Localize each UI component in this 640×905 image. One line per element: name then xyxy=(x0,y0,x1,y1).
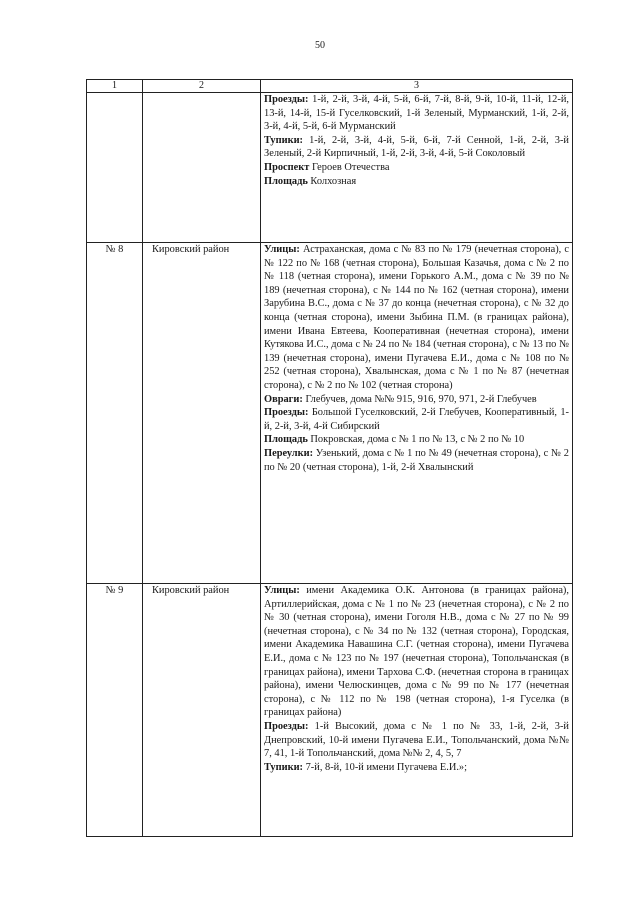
address-paragraph xyxy=(264,761,569,775)
address-paragraph xyxy=(264,447,569,474)
header-col-1: 1 xyxy=(87,80,143,93)
address-paragraph xyxy=(264,161,569,175)
paragraph-text: Колхозная xyxy=(307,175,357,187)
paragraph-label: Улицы: xyxy=(264,585,300,596)
address-paragraph xyxy=(264,720,569,761)
row-number xyxy=(87,93,143,243)
header-col-3: 3 xyxy=(261,80,573,93)
address-paragraph xyxy=(264,243,569,393)
table-row xyxy=(87,243,573,584)
paragraph-text: 1-й, 2-й, 3-й, 4-й, 5-й, 6-й, 7-й, 8-й, 9-й, 10-й, 11-й, 12-й, 13-й, 14-й, 15-й Гуселковский, 1-й Зеленый, Мурманский, 1-й, 2-й, 3-й, 4-й, 5-й, 6-й Мурманский xyxy=(264,94,569,133)
paragraph-text: Большой Гуселковский, 2-й Глебучев, Кооперативный, 1-й, 2-й, 3-й, 4-й Сибирский xyxy=(264,407,569,432)
address-paragraph xyxy=(264,584,569,720)
header-col-2: 2 xyxy=(143,80,261,93)
paragraph-label: Тупики: xyxy=(264,761,304,773)
row-addresses xyxy=(261,584,573,837)
address-paragraph xyxy=(264,393,569,407)
paragraph-text: имени Академика О.К. Антонова (в границах района), Артиллерийская, дома с № 1 по № 23 (нечетная сторона), с № 2 по № 30 (четная сторона), имени Гоголя Н.В., дома с № 27 по № 99 (нечетная сторона), с № 34 по № 132 (четная сторона), Городская, имени Академика Навашина С.Г. (четная сторона), имени Пугачева Е.И., дома с № 123 по № 197 (нечетная сторона), Топольчанская (в границах района), имени Тархова С.Ф. (нечетная сторона в границах района), имени Челюскинцев, дома с № 99 по № 177 (нечетная сторона), с № 112 по № 198 (четная сторона), 1-я Гуселка (в границах района) xyxy=(264,585,569,719)
row-addresses xyxy=(261,93,573,243)
table-header-row xyxy=(87,80,573,93)
row-number: № 9 xyxy=(87,584,143,837)
address-paragraph xyxy=(264,134,569,161)
page-number: 50 xyxy=(315,40,325,51)
row-number: № 8 xyxy=(87,243,143,584)
paragraph-text: Астраханская, дома с № 83 по № 179 (нечетная сторона), с № 122 по № 168 (четная сторона), Большая Казачья, дома с № 2 по № 118 (четная сторона), имени Горького А.М., дома с № 39 по № 189 (нечетная сторона), с № 144 по № 162 (четная сторона), имени Зарубина В.С., дома с № 37 до конца (нечетная сторона), с № 32 до конца (четная сторона), имени Зыбина П.М. (в границах района), имени Ивана Евтеева, Кооперативная (нечетная сторона), имени Кутякова И.С., дома с № 24 по № 184 (четная сторона), с № 13 по № 139 (нечетная сторона), имени Пугачева Е.И., дома с № 108 по № 252 (четная сторона), Хвалынская, дома с № 1 по № 87 (нечетная сторона), с № 2 по № 102 (четная сторона) xyxy=(264,244,569,391)
row-district: Кировский район xyxy=(143,584,261,837)
paragraph-text: 1-й, 2-й, 3-й, 4-й, 5-й, 6-й, 7-й Сенной, 1-й, 2-й, 3-й Зеленый, 2-й Кирпичный, 1-й, 2-й, 3-й, 4-й, 5-й Соколовый xyxy=(264,134,569,160)
paragraph-label: Овраги: xyxy=(264,393,303,405)
paragraph-text: 7-й, 8-й, 10-й имени Пугачева Е.И.»; xyxy=(303,761,468,773)
paragraph-label: Тупики: xyxy=(264,134,304,146)
paragraph-label: Площадь xyxy=(264,175,308,187)
table-row xyxy=(87,584,573,837)
paragraph-label: Переулки: xyxy=(264,447,314,459)
row-addresses xyxy=(261,243,573,584)
paragraph-text: Глебучев, дома №№ 915, 916, 970, 971, 2-й Глебучев xyxy=(302,393,537,405)
districts-table xyxy=(86,79,573,837)
address-paragraph xyxy=(264,175,569,189)
paragraph-text: 1-й Высокий, дома с № 1 по № 33, 1-й, 2-й, 3-й Днепровский, 10-й имени Пугачева Е.И., Топольчанский, дома №№ 7, 41, 1-й Топольчанский, дома №№ 2, 4, 5, 7 xyxy=(264,720,569,760)
paragraph-label: Проезды: xyxy=(264,407,309,419)
address-paragraph xyxy=(264,433,569,447)
paragraph-text: Узенький, дома с № 1 по № 49 (нечетная сторона), с № 2 по № 20 (четная сторона), 1-й, 2-й Хвалынский xyxy=(264,447,569,473)
address-paragraph xyxy=(264,93,569,134)
paragraph-label: Площадь xyxy=(264,434,308,446)
address-paragraph xyxy=(264,406,569,433)
row-district xyxy=(143,93,261,243)
paragraph-label: Проезды: xyxy=(264,720,309,732)
table-row xyxy=(87,93,573,243)
paragraph-text: Героев Отечества xyxy=(309,161,390,173)
row-district: Кировский район xyxy=(143,243,261,584)
paragraph-label: Проезды: xyxy=(264,94,309,105)
paragraph-label: Улицы: xyxy=(264,244,300,255)
paragraph-text: Покровская, дома с № 1 по № 13, с № 2 по № 10 xyxy=(307,434,525,446)
paragraph-label: Проспект xyxy=(264,161,310,173)
